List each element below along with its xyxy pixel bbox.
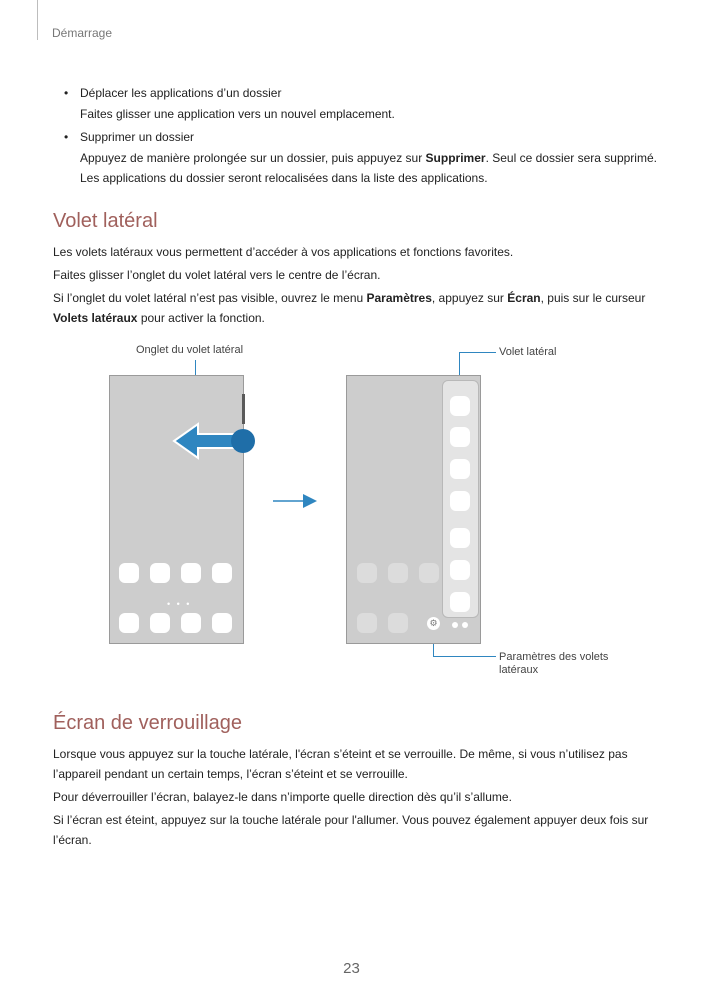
- bullet-text: [53, 148, 663, 188]
- dock-app-icon: [150, 613, 170, 633]
- lock-screen-description: [53, 744, 663, 853]
- phone-screen-before: [109, 375, 244, 644]
- margin-rule: [37, 0, 38, 40]
- bullet-text: Faites glisser une application vers un nouvel emplacement.: [80, 107, 395, 121]
- dock-app-icon: [212, 613, 232, 633]
- panel-app-icon[interactable]: [450, 560, 470, 580]
- paragraph: Pour déverrouiller l’écran, balayez-le dans n’importe quelle direction dès qu’il s’allume.: [53, 790, 512, 804]
- bullet-delete-folder: [53, 126, 663, 148]
- page-number: 23: [343, 960, 360, 977]
- label-side-panel: Volet latéral: [499, 346, 557, 358]
- text-run: pour activer la fonction.: [137, 311, 265, 325]
- section-header: Démarrage: [52, 26, 113, 40]
- dock-app-icon: [181, 613, 201, 633]
- text-run: . Seul ce dossier sera supprimé. Les applications du dossier seront relocalisées dans la liste des applications.: [80, 151, 657, 185]
- dock-app-icon-dimmed: [357, 613, 377, 633]
- settings-gear-icon[interactable]: ⚙: [427, 617, 440, 630]
- paragraph: Lorsque vous appuyez sur la touche latérale, l'écran s’éteint et se verrouille. De même, si vous n’utilisez pas l’appareil pendant un certain temps, l’écran s’éteint et se verrouille.: [53, 747, 628, 781]
- panel-app-icon[interactable]: [450, 396, 470, 416]
- app-icon-dimmed: [357, 563, 377, 583]
- app-icon: [181, 563, 201, 583]
- text-run: , puis sur le curseur: [540, 291, 646, 305]
- callout-line: [459, 352, 496, 353]
- bullet-marker: •: [64, 130, 69, 144]
- app-icon: [150, 563, 170, 583]
- side-panel-description: [53, 242, 663, 331]
- paragraph: Si l’écran est éteint, appuyez sur la touche latérale pour l'allumer. Vous pouvez également appuyer deux fois sur l’écran.: [53, 813, 649, 847]
- panel-app-icon[interactable]: [450, 592, 470, 612]
- dock-app-icon-dimmed: [388, 613, 408, 633]
- bold-term: Supprimer: [425, 151, 486, 165]
- bullet-move-apps: [53, 82, 663, 104]
- panel-app-icon[interactable]: [450, 528, 470, 548]
- text-run: Appuyez de manière prolongée sur un dossier, puis appuyez sur: [80, 151, 426, 165]
- bullet-title: Supprimer un dossier: [80, 130, 195, 144]
- page-indicator: • • •: [167, 599, 192, 609]
- folder-bullets: [53, 82, 663, 190]
- label-panel-settings: Paramètres des volets latéraux: [499, 651, 609, 676]
- panel-app-icon[interactable]: [450, 427, 470, 447]
- app-icon: [119, 563, 139, 583]
- paragraph: Faites glisser l’onglet du volet latéral vers le centre de l’écran.: [53, 268, 381, 282]
- section-title-side-panel: Volet latéral: [53, 210, 158, 232]
- bold-term: Écran: [507, 291, 541, 305]
- text-run: , appuyez sur: [431, 291, 508, 305]
- phone-screen-after: [346, 375, 481, 644]
- bold-term: Volets latéraux: [53, 311, 138, 325]
- swipe-left-arrow-icon: [170, 420, 265, 462]
- app-icon-dimmed: [419, 563, 439, 583]
- panel-app-icon[interactable]: [450, 459, 470, 479]
- paragraph: [53, 288, 663, 328]
- bold-term: Paramètres: [366, 291, 432, 305]
- app-icon-dimmed: [388, 563, 408, 583]
- side-panel[interactable]: [442, 380, 479, 618]
- panel-page-dot: [462, 622, 468, 628]
- bullet-marker: •: [64, 86, 69, 100]
- callout-line: [433, 656, 496, 657]
- label-panel-tab: Onglet du volet latéral: [136, 344, 244, 356]
- app-icon: [212, 563, 232, 583]
- dock-app-icon: [119, 613, 139, 633]
- paragraph: Les volets latéraux vous permettent d’accéder à vos applications et fonctions favorites.: [53, 245, 514, 259]
- section-title-lock-screen: Écran de verrouillage: [53, 712, 242, 734]
- text-run: Si l’onglet du volet latéral n’est pas visible, ouvrez le menu: [53, 291, 367, 305]
- panel-app-icon[interactable]: [450, 491, 470, 511]
- bullet-title: Déplacer les applications d’un dossier: [80, 86, 282, 100]
- panel-page-dot: [452, 622, 458, 628]
- transition-arrow-icon: [271, 491, 319, 511]
